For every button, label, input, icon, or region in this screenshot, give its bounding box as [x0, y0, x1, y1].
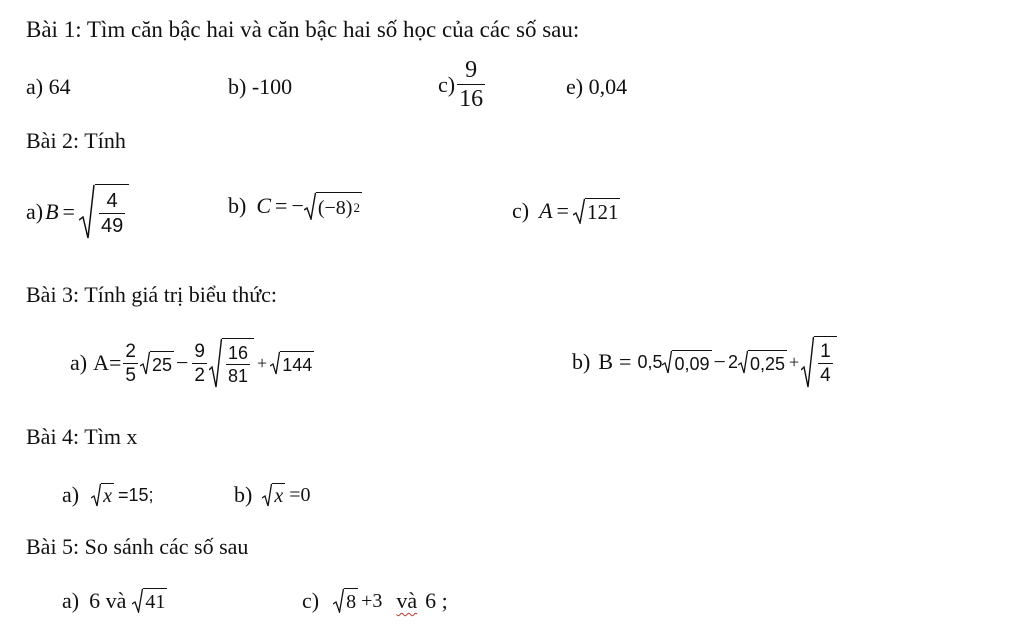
variable: x [274, 485, 284, 508]
fraction-numerator: 9 [465, 57, 478, 83]
item-label: a) [26, 199, 44, 224]
fraction [818, 342, 833, 385]
radical-sign [333, 588, 358, 613]
item-label: b) [572, 349, 591, 374]
bai1-title [26, 18, 579, 41]
minus-sign: − [176, 350, 189, 375]
fraction [123, 342, 138, 385]
item-label: c) [512, 198, 530, 223]
bai3-title-text: Bài 3: Tính giá trị biểu thức: [26, 282, 278, 307]
fraction [99, 191, 125, 236]
fraction-denominator: 2 [194, 364, 205, 386]
bai5-item-a [62, 588, 167, 613]
item-label: a) [26, 74, 44, 99]
variable: A [539, 198, 553, 223]
bai3-item-b [572, 336, 837, 388]
fraction [226, 344, 250, 385]
radicand: 25 [151, 354, 172, 375]
equation-rhs: =15; [117, 484, 154, 505]
fraction-numerator: 9 [194, 340, 205, 362]
item-label: c) [302, 587, 320, 613]
radical-sign [91, 483, 114, 507]
equals-sign: = [62, 199, 75, 224]
variable: A= [93, 350, 122, 375]
bai1-item-a [26, 76, 71, 98]
coefficient: 0,5 [637, 352, 663, 372]
plus-sign: + [257, 353, 268, 373]
bai2-item-b [228, 192, 362, 220]
radical-sign [270, 351, 314, 375]
exponent: 2 [353, 200, 360, 215]
radical-sign [209, 338, 254, 388]
plus-term: +3 [361, 589, 383, 612]
item-label: a) [70, 350, 88, 375]
bai1-item-c [438, 58, 487, 111]
variable: x [103, 485, 112, 508]
item-label: b) [228, 74, 247, 99]
minus-sign: − [713, 349, 726, 374]
item-text: 6 và [89, 587, 127, 613]
equals-sign: = [556, 198, 569, 223]
radical-sign [140, 351, 174, 375]
item-label: b) [234, 481, 253, 507]
variable: B [45, 199, 59, 224]
conjunction-va: và [396, 587, 418, 613]
bai4-title-text: Bài 4: Tìm x [26, 424, 138, 449]
item-text: 6 ; [425, 587, 448, 613]
radicand: 121 [586, 200, 619, 224]
radicand: 0,09 [674, 353, 710, 374]
item-value: -100 [251, 74, 293, 99]
item-value: 64 [48, 74, 71, 99]
equals-sign: = [619, 349, 632, 374]
radicand: 8 [346, 591, 357, 614]
radicand: 144 [282, 354, 313, 375]
bai2-title [26, 130, 126, 152]
radical-sign [79, 184, 129, 240]
radical-sign [738, 350, 787, 374]
item-value: 0,04 [588, 74, 628, 99]
plus-sign: + [789, 352, 800, 372]
bai1-item-b [228, 76, 292, 98]
radical-sign [132, 588, 167, 613]
coefficient: 2 [727, 352, 738, 372]
equation-rhs: =0 [289, 483, 311, 506]
bai5-item-c [302, 588, 448, 613]
bai4-title [26, 426, 137, 448]
radical-sign [573, 198, 621, 224]
radical-sign [304, 192, 362, 220]
item-label: a) [62, 481, 80, 507]
bai2-item-c [512, 198, 620, 224]
fraction-numerator: 2 [125, 340, 136, 362]
bai4-item-a [62, 482, 154, 507]
variable: C [256, 193, 272, 218]
fraction-numerator: 4 [106, 190, 118, 212]
fraction-denominator: 49 [100, 215, 124, 237]
fraction-numerator: 16 [228, 343, 249, 363]
fraction-denominator: 5 [125, 364, 136, 386]
radicand: 41 [145, 591, 166, 614]
bai1-item-e [566, 76, 627, 98]
radical-sign [662, 350, 711, 374]
item-label: b) [228, 193, 247, 218]
bai1-title-text: Bài 1: Tìm căn bậc hai và căn bậc hai số học của các số sau: [26, 17, 580, 42]
item-label: c) [438, 71, 456, 97]
fraction-numerator: 1 [820, 341, 831, 362]
bai2-item-a [26, 184, 129, 240]
radical-sign [262, 483, 285, 507]
fraction-denominator: 16 [459, 86, 484, 112]
radicand: (−8) [317, 196, 353, 219]
bai4-item-b [234, 482, 311, 507]
bai5-title [26, 536, 248, 558]
radicand: 0,25 [749, 353, 785, 374]
fraction [192, 342, 207, 385]
bai5-title-text: Bài 5: So sánh các số sau [26, 534, 249, 559]
fraction [457, 58, 485, 111]
bai3-item-a [70, 338, 314, 388]
minus-sign: − [291, 193, 304, 218]
fraction-denominator: 81 [228, 366, 249, 386]
item-label: a) [62, 587, 80, 613]
fraction-denominator: 4 [820, 365, 831, 386]
variable: B [598, 349, 614, 374]
bai3-title [26, 284, 277, 306]
bai2-title-text: Bài 2: Tính [26, 128, 126, 153]
item-label: e) [566, 74, 584, 99]
radical-sign [801, 336, 837, 388]
equals-sign: = [275, 193, 288, 218]
